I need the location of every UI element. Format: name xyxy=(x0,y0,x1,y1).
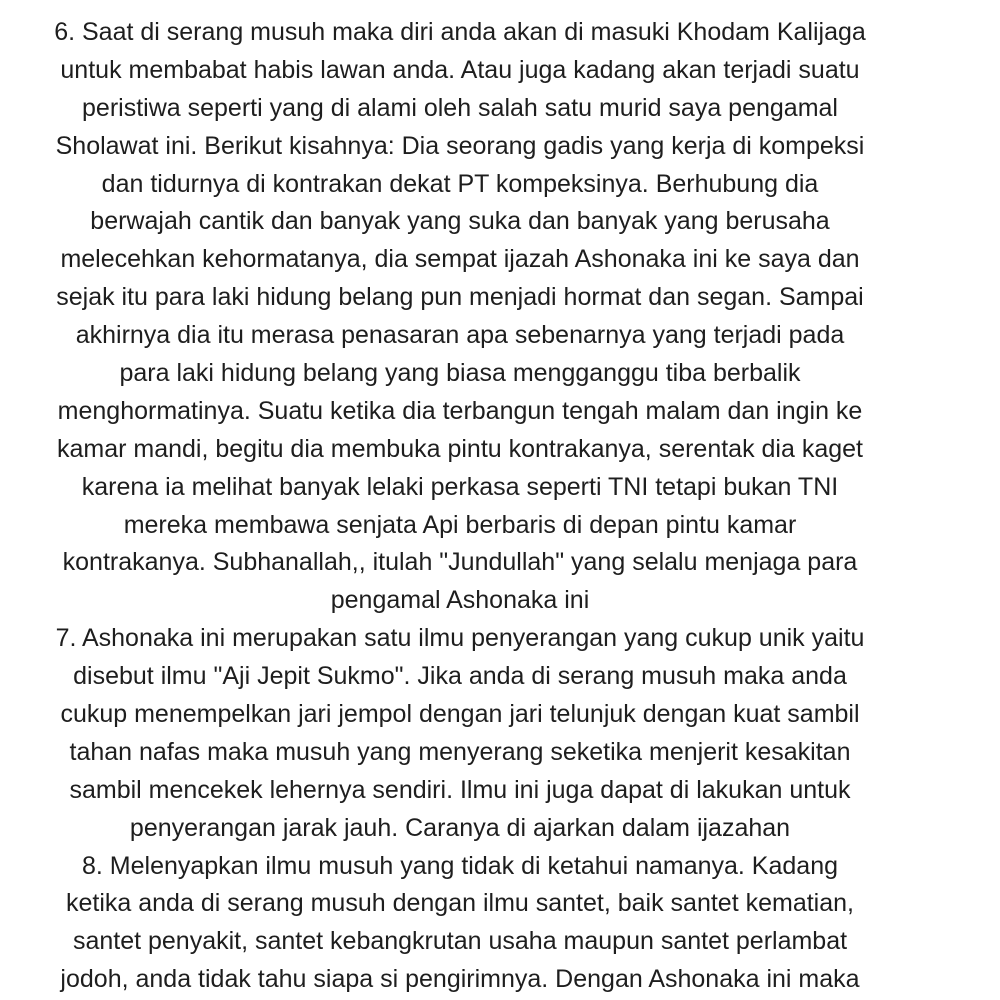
text-line: 8. Melenyapkan ilmu musuh yang tidak di ketahui namanya. Kadang xyxy=(81,851,839,880)
text-line: untuk membabat habis lawan anda. Atau juga kadang akan terjadi suatu xyxy=(60,55,860,84)
text-line: sambil mencekek lehernya sendiri. Ilmu ini juga dapat di lakukan untuk xyxy=(69,775,851,804)
text-line: melecehkan kehormatanya, dia sempat ijazah Ashonaka ini ke saya dan xyxy=(60,245,860,274)
text-line: peristiwa seperti yang di alami oleh salah satu murid saya pengamal xyxy=(82,93,838,122)
text-line: menghormatinya. Suatu ketika dia terbangun tengah malam dan ingin ke xyxy=(57,396,863,425)
text-line: disebut ilmu "Aji Jepit Sukmo". Jika anda di serang musuh maka anda xyxy=(73,662,847,691)
text-line: berwajah cantik dan banyak yang suka dan banyak yang berusaha xyxy=(90,207,830,236)
text-line: cukup menempelkan jari jempol dengan jari telunjuk dengan kuat sambil xyxy=(60,700,860,729)
text-line: tahan nafas maka musuh yang menyerang seketika menjerit kesakitan xyxy=(69,737,851,766)
text-line: Sholawat ini. Berikut kisahnya: Dia seorang gadis yang kerja di kompeksi xyxy=(55,131,865,160)
text-line: 7. Ashonaka ini merupakan satu ilmu penyerangan yang cukup unik yaitu xyxy=(55,624,865,653)
document-body xyxy=(0,14,920,999)
text-line: para laki hidung belang yang biasa mengganggu tiba berbalik xyxy=(119,359,801,388)
text-line: kamar mandi, begitu dia membuka pintu kontrakanya, serentak dia kaget xyxy=(56,434,863,463)
text-line: pengamal Ashonaka ini xyxy=(330,586,590,615)
text-line: mereka membawa senjata Api berbaris di depan pintu kamar xyxy=(123,510,797,539)
text-line: 6. Saat di serang musuh maka diri anda akan di masuki Khodam Kalijaga xyxy=(54,18,866,46)
text-line: jodoh, anda tidak tahu siapa si pengirimnya. Dengan Ashonaka ini maka xyxy=(60,965,860,994)
text-line: akhirnya dia itu merasa penasaran apa sebenarnya yang terjadi pada xyxy=(75,321,845,350)
text-line: karena ia melihat banyak lelaki perkasa seperti TNI tetapi bukan TNI xyxy=(81,472,839,501)
text-line: dan tidurnya di kontrakan dekat PT kompeksinya. Berhubung dia xyxy=(101,169,819,198)
text-line: sejak itu para laki hidung belang pun menjadi hormat dan segan. Sampai xyxy=(56,283,864,312)
text-line: santet penyakit, santet kebangkrutan usaha maupun santet perlambat xyxy=(72,927,848,956)
text-line: ketika anda di serang musuh dengan ilmu santet, baik santet kematian, xyxy=(66,889,854,918)
text-line: penyerangan jarak jauh. Caranya di ajarkan dalam ijazahan xyxy=(129,813,791,842)
text-line: kontrakanya. Subhanallah,, itulah "Jundullah" yang selalu menjaga para xyxy=(62,548,858,577)
